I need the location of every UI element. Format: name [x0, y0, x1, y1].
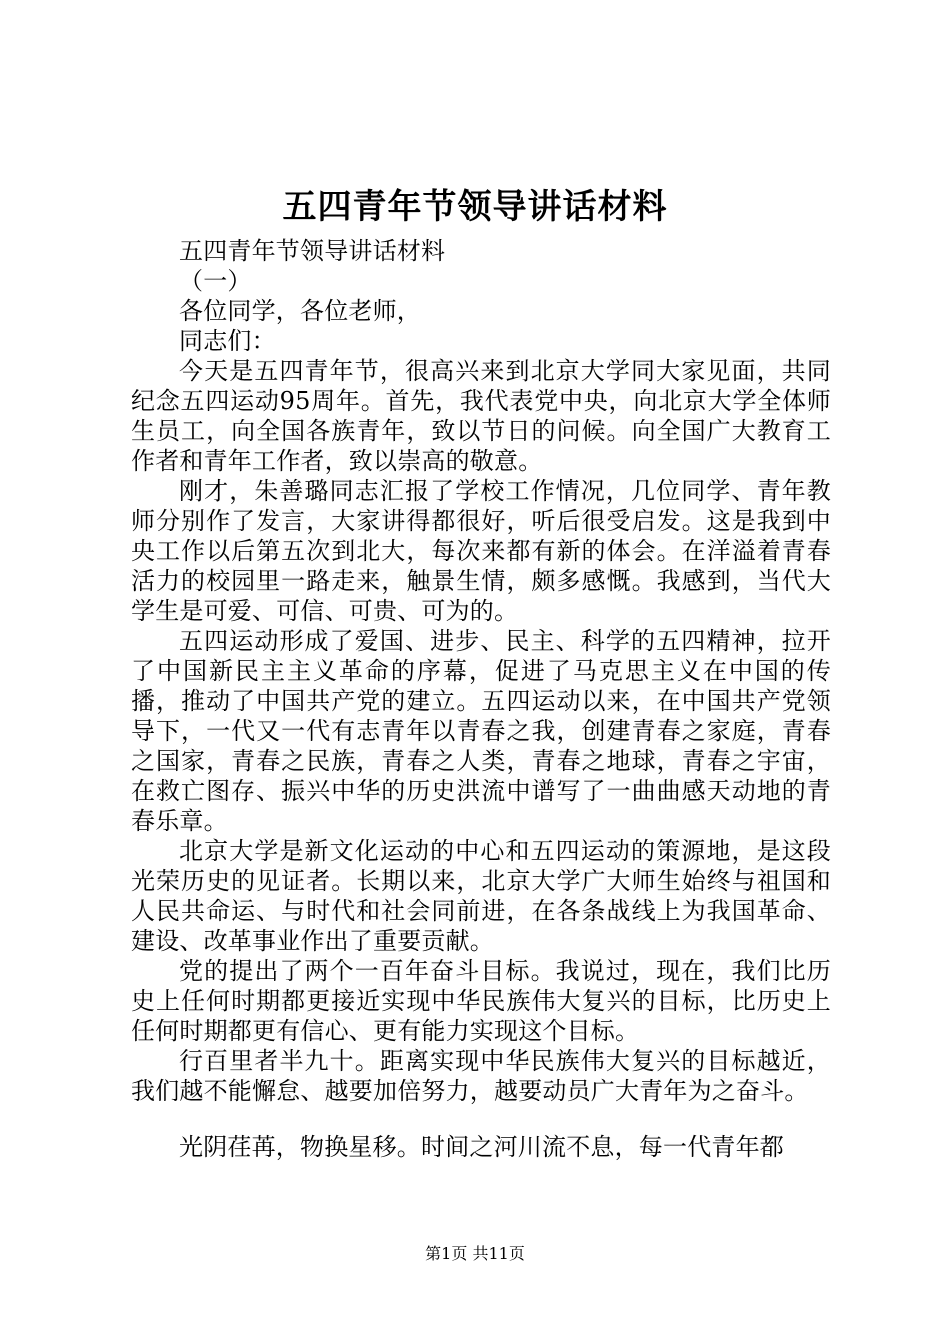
page-total: 共11页: [472, 1244, 525, 1263]
document-body: [131, 236, 831, 1162]
page-footer: [0, 1242, 950, 1266]
body-paragraph: 行百里者半九十。距离实现中华民族伟大复兴的目标越近，我们越不能懈怠、越要加倍努力，越要动员广大青年为之奋斗。: [131, 1047, 831, 1105]
body-paragraph: 党的提出了两个一百年奋斗目标。我说过，现在，我们比历史上任何时期都更接近实现中华民族伟大复兴的目标，比历史上任何时期都更有信心、更有能力实现这个目标。: [131, 957, 831, 1045]
subtitle-paragraph: 五四青年节领导讲话材料: [179, 237, 446, 265]
page-number: 第1页: [425, 1244, 468, 1263]
body-paragraph: 刚才，朱善璐同志汇报了学校工作情况，几位同学、青年教师分别作了发言，大家讲得都很好，听后很受启发。这是我到中央工作以后第五次到北大，每次来都有新的体会。在洋溢着青春活力的校园里一路走来，触景生情，颇多感慨。我感到，当代大学生是可爱、可信、可贵、可为的。: [131, 477, 831, 625]
document-title: 五四青年节领导讲话材料: [282, 187, 668, 227]
body-paragraph: 今天是五四青年节，很高兴来到北京大学同大家见面，共同纪念五四运动95周年。首先，我代表党中央，向北京大学全体师生员工，向全国各族青年，致以节日的问候。向全国广大教育工作者和青年工作者，致以崇高的敬意。: [131, 357, 831, 475]
section-number: （一）: [179, 267, 252, 295]
body-paragraph: 光阴荏苒，物换星移。时间之河川流不息，每一代青年都: [179, 1133, 784, 1161]
body-paragraph: 五四运动形成了爱国、进步、民主、科学的五四精神，拉开了中国新民主主义革命的序幕，促进了马克思主义在中国的传播，推动了中国共产党的建立。五四运动以来，在中国共产党领导下，一代又一代有志青年以青春之我，创建青春之家庭，青春之国家，青春之民族，青春之人类，青春之地球，青春之宇宙，在救亡图存、振兴中华的历史洪流中谱写了一曲曲感天动地的青春乐章。: [131, 627, 831, 835]
salutation-line: 同志们：: [179, 327, 276, 355]
body-paragraph: 北京大学是新文化运动的中心和五四运动的策源地，是这段光荣历史的见证者。长期以来，北京大学广大师生始终与祖国和人民共命运、与时代和社会同前进，在各条战线上为我国革命、建设、改革事业作出了重要贡献。: [131, 837, 831, 955]
salutation-line: 各位同学，各位老师，: [179, 297, 421, 325]
